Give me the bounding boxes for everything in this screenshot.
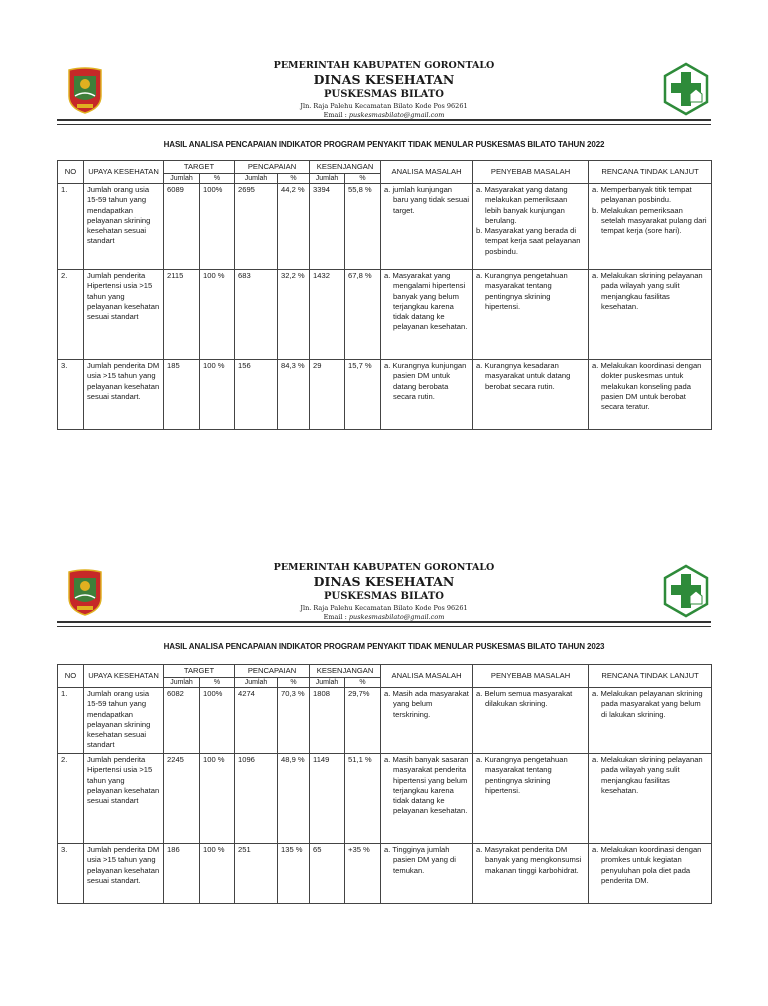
rencana-item: a. Melakukan koordinasi dengan promkes untuk kegiatan penyuluhan pola diet pada penderita DM.: [592, 845, 702, 885]
analysis-table: [57, 664, 712, 904]
col-kesenjangan-jumlah: Jumlah: [310, 174, 345, 184]
cell-target-jml: 185: [164, 360, 200, 430]
cell-target-jml: 2115: [164, 270, 200, 360]
col-kesenjangan: KESENJANGAN: [310, 665, 381, 678]
col-target-percent: %: [200, 174, 235, 184]
cell-target-pct: 100 %: [200, 754, 235, 844]
cell-penyebab: [473, 844, 589, 904]
government-name: PEMERINTAH KABUPATEN GORONTALO: [273, 562, 495, 573]
analisa-item: a. jumlah kunjungan baru yang tidak sesuai target.: [384, 185, 470, 215]
table-row: [58, 844, 712, 904]
cell-capai-jml: 156: [235, 360, 278, 430]
col-analisa: ANALISA MASALAH: [381, 665, 473, 688]
col-rencana: RENCANA TINDAK LANJUT: [589, 665, 712, 688]
cell-target-pct: 100 %: [200, 844, 235, 904]
rencana-item: a. Melakukan skrining pelayanan pada wilayah yang sulit menjangkau fasilitas kesehatan.: [592, 755, 703, 795]
letterhead-text: [57, 562, 711, 622]
cell-analisa: [381, 844, 473, 904]
cell-target-pct: 100 %: [200, 270, 235, 360]
col-target-percent: %: [200, 678, 235, 688]
cell-senjang-jml: 1149: [310, 754, 345, 844]
col-no: NO: [58, 161, 84, 184]
cell-senjang-pct: +35 %: [345, 844, 381, 904]
cell-target-pct: 100%: [200, 184, 235, 270]
cell-target-jml: 186: [164, 844, 200, 904]
address: Jln. Raja Palehu Kecamatan Bilato Kode Pos 96261: [300, 102, 468, 110]
col-pencapaian-jumlah: Jumlah: [235, 174, 278, 184]
cell-analisa: [381, 688, 473, 754]
letterhead: [57, 60, 711, 124]
col-upaya: UPAYA KESEHATAN: [84, 665, 164, 688]
cell-rencana: [589, 844, 712, 904]
email: puskesmasbilato@gmail.com: [348, 111, 445, 119]
cell-target-pct: 100%: [200, 688, 235, 754]
cell-senjang-jml: 3394: [310, 184, 345, 270]
cell-target-pct: 100 %: [200, 360, 235, 430]
col-kesenjangan-percent: %: [345, 174, 381, 184]
cell-senjang-jml: 29: [310, 360, 345, 430]
cell-senjang-pct: 67,8 %: [345, 270, 381, 360]
rencana-item: a. Melakukan koordinasi dengan dokter puskesmas untuk melakukan konseling pada pasien DM untuk berobat secara teratur.: [592, 361, 702, 412]
puskesmas-name: PUSKESMAS BILATO: [323, 591, 445, 602]
col-upaya: UPAYA KESEHATAN: [84, 161, 164, 184]
cell-rencana: [589, 688, 712, 754]
cell-senjang-jml: 1808: [310, 688, 345, 754]
letterhead-divider: [57, 119, 711, 125]
cell-upaya: Jumlah penderita Hipertensi usia >15 tahun yang pelayanan kesehatan sesuai standart: [84, 754, 164, 844]
email-label: Email :: [323, 111, 349, 119]
puskesmas-cross-logo-icon: [663, 564, 709, 618]
analisa-item: a. Masyarakat yang mengalami hipertensi banyak yang belum terjangkau karena tidak datang ke pelayanan kesehatan.: [384, 271, 468, 332]
table-row: [58, 360, 712, 430]
letterhead: [57, 562, 711, 626]
col-no: NO: [58, 665, 84, 688]
penyebab-item: a. Masyarakat yang datang melakukan pemeriksaan lebih banyak kunjungan berulang.: [476, 185, 568, 225]
cell-capai-pct: 84,3 %: [278, 360, 310, 430]
report-title: HASIL ANALISA PENCAPAIAN INDIKATOR PROGRAM PENYAKIT TIDAK MENULAR PUSKESMAS BILATO TAHUN 2023: [163, 642, 605, 651]
agency-name: DINAS KESEHATAN: [313, 72, 455, 87]
cell-capai-pct: 48,9 %: [278, 754, 310, 844]
col-kesenjangan-percent: %: [345, 678, 381, 688]
cell-rencana: [589, 184, 712, 270]
cell-penyebab: [473, 184, 589, 270]
col-pencapaian: PENCAPAIAN: [235, 161, 310, 174]
penyebab-item: b. Masyarakat yang berada di tempat kerja saat pelayanan posbindu.: [476, 226, 581, 256]
cell-target-jml: 6089: [164, 184, 200, 270]
cell-senjang-pct: 51,1 %: [345, 754, 381, 844]
puskesmas-cross-logo-icon: [663, 62, 709, 116]
email: puskesmasbilato@gmail.com: [348, 613, 445, 621]
government-name: PEMERINTAH KABUPATEN GORONTALO: [273, 60, 495, 71]
penyebab-item: a. Masyrakat penderita DM banyak yang mengkonsumsi makanan tinggi karbohidrat.: [476, 845, 582, 875]
table-row: [58, 688, 712, 754]
cell-analisa: [381, 360, 473, 430]
col-pencapaian-jumlah: Jumlah: [235, 678, 278, 688]
cell-senjang-pct: 29,7%: [345, 688, 381, 754]
rencana-item: a. Melakukan pelayanan skrining pada masyarakat yang belum di lakukan skrining.: [592, 689, 703, 719]
penyebab-item: a. Kurangnya pengetahuan masyarakat tentang pentingnya skrining hipertensi.: [476, 755, 568, 795]
cell-no: 1.: [58, 688, 84, 754]
cell-upaya: Jumlah penderita Hipertensi usia >15 tahun yang pelayanan kesehatan sesuai standart: [84, 270, 164, 360]
cell-penyebab: [473, 270, 589, 360]
penyebab-item: a. Kurangnya kesadaran masyarakat untuk datang berobat secara rutin.: [476, 361, 571, 391]
col-target: TARGET: [164, 665, 235, 678]
cell-penyebab: [473, 360, 589, 430]
rencana-item: a. Memperbanyak titik tempat pelayanan posbindu.: [592, 185, 692, 205]
cell-no: 3.: [58, 844, 84, 904]
cell-upaya: Jumlah penderita DM usia >15 tahun yang pelayanan kesehatan sesuai standart.: [84, 844, 164, 904]
penyebab-item: a. Kurangnya pengetahuan masyarakat tentang pentingnya skrining hipertensi.: [476, 271, 568, 311]
cell-senjang-pct: 15,7 %: [345, 360, 381, 430]
col-pencapaian: PENCAPAIAN: [235, 665, 310, 678]
cell-target-jml: 2245: [164, 754, 200, 844]
col-pencapaian-percent: %: [278, 678, 310, 688]
analisa-item: a. Masih ada masyarakat yang belum terskrining.: [384, 689, 469, 719]
analisa-item: a. Kurangnya kunjungan pasien DM untuk datang berobata secara rutin.: [384, 361, 467, 401]
col-target-jumlah: Jumlah: [164, 174, 200, 184]
cell-capai-jml: 2695: [235, 184, 278, 270]
puskesmas-name: PUSKESMAS BILATO: [323, 89, 445, 100]
cell-target-jml: 6082: [164, 688, 200, 754]
cell-capai-jml: 251: [235, 844, 278, 904]
cell-analisa: [381, 184, 473, 270]
report-title: HASIL ANALISA PENCAPAIAN INDIKATOR PROGRAM PENYAKIT TIDAK MENULAR PUSKESMAS BILATO TAHUN 2022: [163, 140, 605, 149]
cell-rencana: [589, 360, 712, 430]
table-row: [58, 270, 712, 360]
col-penyebab: PENYEBAB MASALAH: [473, 665, 589, 688]
cell-upaya: Jumlah orang usia 15-59 tahun yang mendapatkan pelayanan skrining kesehatan sesuai standart: [84, 688, 164, 754]
col-pencapaian-percent: %: [278, 174, 310, 184]
cell-senjang-jml: 65: [310, 844, 345, 904]
cell-rencana: [589, 754, 712, 844]
letterhead-text: [57, 60, 711, 120]
cell-capai-pct: 70,3 %: [278, 688, 310, 754]
col-penyebab: PENYEBAB MASALAH: [473, 161, 589, 184]
cell-no: 2.: [58, 754, 84, 844]
analisa-item: a. Masih banyak sasaran masyarakat penderita hipertensi yang belum terjangkau karena tidak datang ke pelayanan kesehatan.: [384, 755, 469, 816]
cell-senjang-jml: 1432: [310, 270, 345, 360]
rencana-item: b. Melakukan pemeriksaan setelah masyarakat pulang dari tempat kerja (sore hari).: [592, 205, 707, 236]
cell-capai-pct: 32,2 %: [278, 270, 310, 360]
table-row: [58, 754, 712, 844]
cell-capai-jml: 4274: [235, 688, 278, 754]
letterhead-divider: [57, 621, 711, 627]
email-label: Email :: [323, 613, 349, 621]
table-row: [58, 184, 712, 270]
cell-analisa: [381, 754, 473, 844]
cell-senjang-pct: 55,8 %: [345, 184, 381, 270]
col-target: TARGET: [164, 161, 235, 174]
cell-no: 3.: [58, 360, 84, 430]
cell-rencana: [589, 270, 712, 360]
rencana-item: a. Melakukan skrining pelayanan pada wilayah yang sulit menjangkau fasilitas kesehatan.: [592, 271, 703, 311]
cell-capai-pct: 135 %: [278, 844, 310, 904]
col-target-jumlah: Jumlah: [164, 678, 200, 688]
col-kesenjangan: KESENJANGAN: [310, 161, 381, 174]
cell-upaya: Jumlah orang usia 15-59 tahun yang mendapatkan pelayanan skrining kesehatan sesuai standart: [84, 184, 164, 270]
cell-capai-jml: 1096: [235, 754, 278, 844]
cell-upaya: Jumlah penderita DM usia >15 tahun yang pelayanan kesehatan sesuai standart.: [84, 360, 164, 430]
cell-penyebab: [473, 688, 589, 754]
cell-no: 2.: [58, 270, 84, 360]
cell-analisa: [381, 270, 473, 360]
agency-name: DINAS KESEHATAN: [313, 574, 455, 589]
col-rencana: RENCANA TINDAK LANJUT: [589, 161, 712, 184]
cell-capai-jml: 683: [235, 270, 278, 360]
col-analisa: ANALISA MASALAH: [381, 161, 473, 184]
address: Jln. Raja Palehu Kecamatan Bilato Kode Pos 96261: [300, 604, 468, 612]
analisa-item: a. Tingginya jumlah pasien DM yang di temukan.: [384, 845, 456, 875]
cell-penyebab: [473, 754, 589, 844]
cell-no: 1.: [58, 184, 84, 270]
analysis-table: [57, 160, 712, 430]
col-kesenjangan-jumlah: Jumlah: [310, 678, 345, 688]
cell-capai-pct: 44,2 %: [278, 184, 310, 270]
penyebab-item: a. Belum semua masyarakat dilakukan skrining.: [476, 689, 573, 709]
